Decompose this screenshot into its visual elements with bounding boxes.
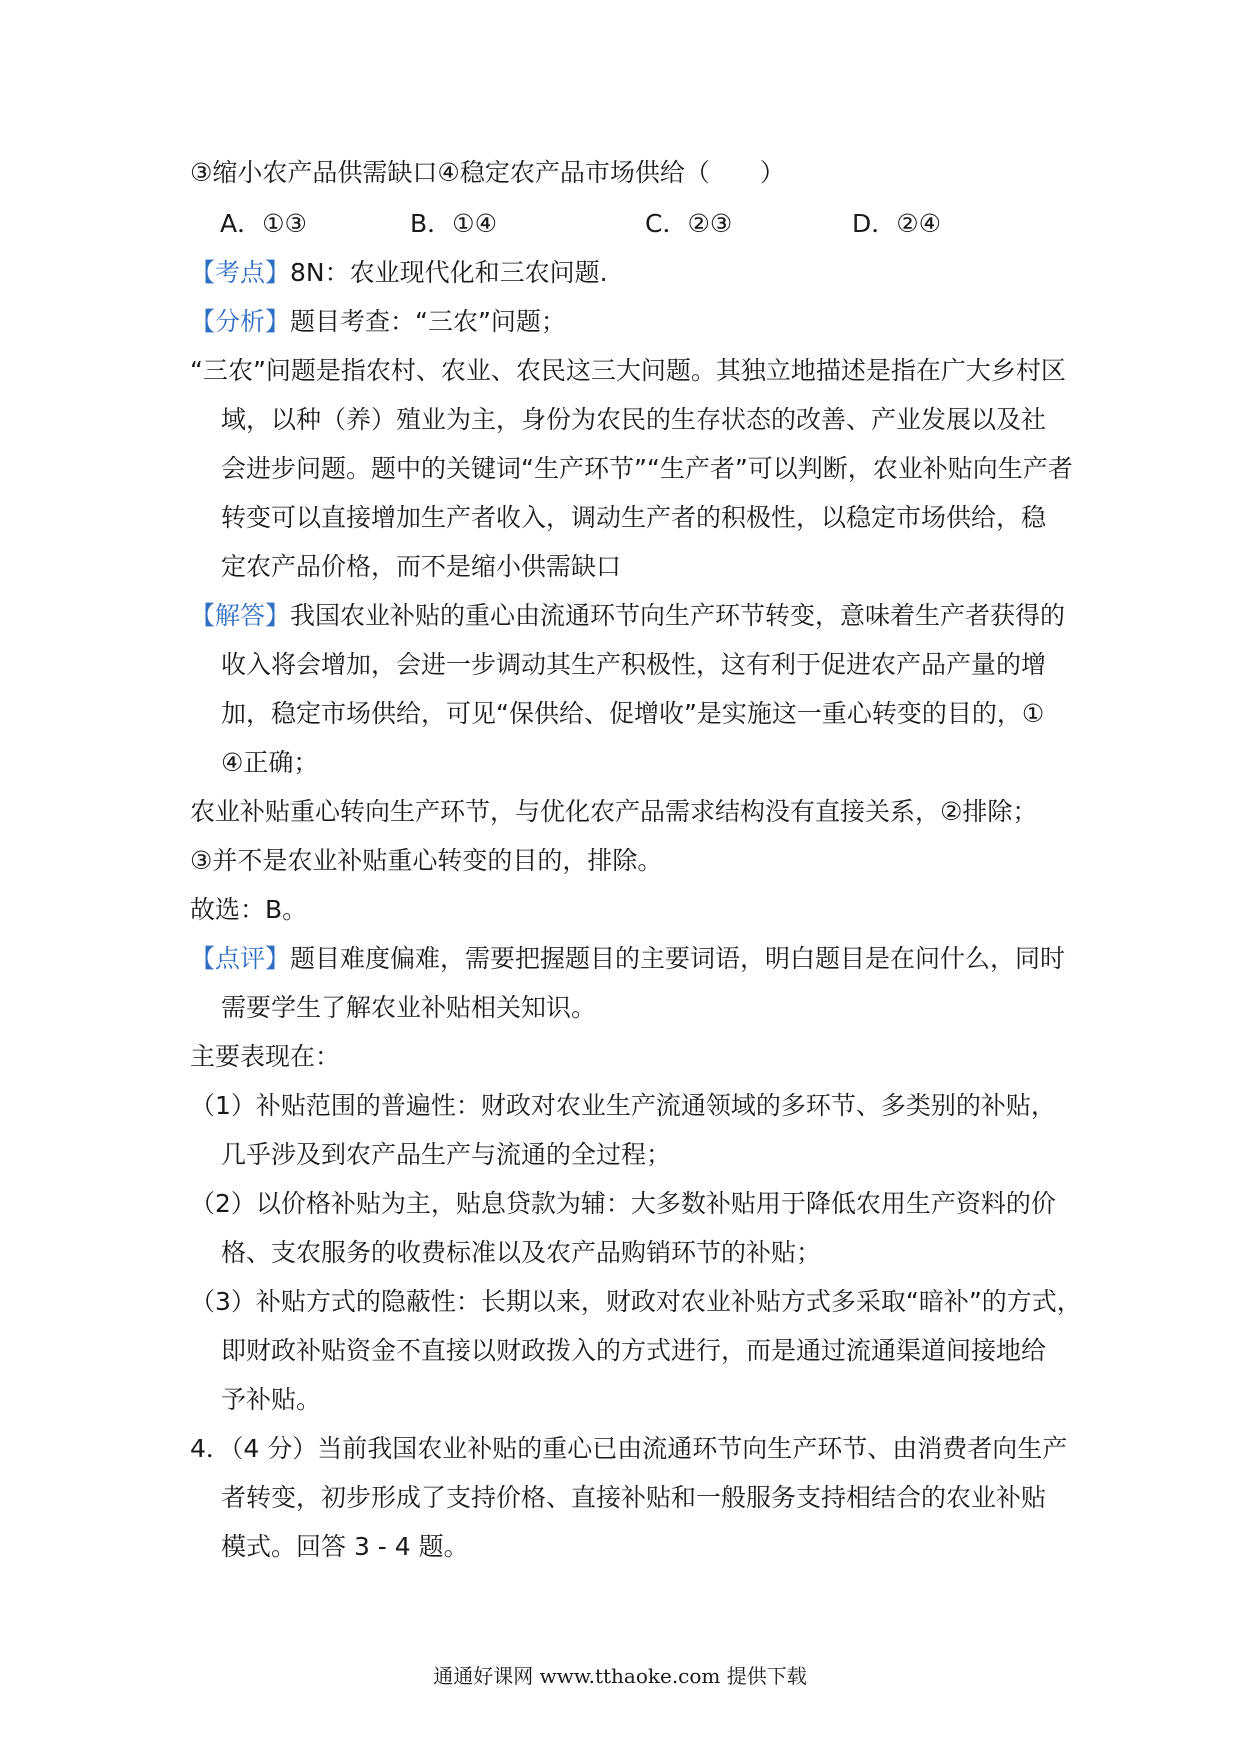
question4-cont: 者转变，初步形成了支持价格、直接补贴和一般服务支持相结合的农业补贴	[221, 1483, 1047, 1512]
question4-cont: 模式。回答 3 - 4 题。	[221, 1532, 469, 1561]
kaodian-tag: 【考点】	[190, 258, 291, 287]
option-text: ②④	[896, 209, 942, 238]
fenxi-para-line: 定农产品价格，而不是缩小供需缺口	[221, 552, 622, 581]
fenxi-tag: 【分析】	[190, 307, 291, 336]
point-1-cont: 几乎涉及到农产品生产与流通的全过程；	[221, 1140, 672, 1169]
point-1: （1）补贴范围的普遍性：财政对农业生产流通领域的多环节、多类别的补贴，	[190, 1091, 1056, 1120]
dianping-para-line: 需要学生了解农业补贴相关知识。	[221, 993, 597, 1022]
fenxi-text: 题目考查：“三农”问题；	[290, 307, 566, 336]
fenxi-para-line: 转变可以直接增加生产者收入，调动生产者的积极性，以稳定市场供给，稳	[221, 503, 1047, 532]
option-letter: A．	[220, 209, 263, 238]
option-letter: C．	[645, 209, 688, 238]
dianping-tag: 【点评】	[190, 944, 291, 973]
footer-source: 通通好课网 www.tthaoke.com 提供下载	[433, 1664, 807, 1688]
jieda-para-line: 加，稳定市场供给，可见“保供给、促增收”是实施这一重心转变的目的，①	[221, 699, 1045, 728]
jieda-para-line: 收入将会增加，会进一步调动其生产积极性，这有利于促进农产品产量的增	[221, 650, 1047, 679]
fenxi-para-line: 域，以种（养）殖业为主，身份为农民的生存状态的改善、产业发展以及社	[221, 405, 1047, 434]
jieda-para-line: ④正确；	[221, 748, 319, 777]
option-c	[645, 207, 732, 241]
fenxi-para-line: 会进步问题。题中的关键词“生产环节”“生产者”可以判断，农业补贴向生产者	[221, 454, 1073, 483]
kaodian-line	[190, 256, 608, 290]
kaodian-text: 8N：农业现代化和三农问题.	[290, 258, 608, 287]
answer-choice: 故选：B。	[190, 895, 308, 924]
point-2: （2）以价格补贴为主，贴息贷款为辅：大多数补贴用于降低农用生产资料的价	[190, 1189, 1056, 1218]
option-a	[220, 207, 307, 241]
option-d	[852, 207, 941, 241]
jieda-text: 我国农业补贴的重心由流通环节向生产环节转变，意味着生产者获得的	[290, 601, 1066, 630]
fenxi-para-line: “三农”问题是指农村、农业、农民这三大问题。其独立地描述是指在广大乡村区	[190, 356, 1066, 385]
question3-tail: ③缩小农产品供需缺口④稳定农产品市场供给（ ）	[190, 158, 785, 187]
point-3: （3）补贴方式的隐蔽性：长期以来，财政对农业补贴方式多采取“暗补”的方式，	[190, 1287, 1082, 1316]
main-title: 主要表现在：	[190, 1042, 341, 1071]
fenxi-line	[190, 305, 566, 339]
option-text: ②③	[687, 209, 733, 238]
point-3-cont: 即财政补贴资金不直接以财政拨入的方式进行，而是通过流通渠道间接地给	[221, 1336, 1047, 1365]
option-letter: B．	[410, 209, 453, 238]
option-text: ①③	[262, 209, 307, 238]
option-text: ①④	[452, 209, 497, 238]
jieda-line	[190, 599, 1065, 633]
dianping-line	[190, 942, 1065, 976]
question4-line: 4．（4 分）当前我国农业补贴的重心已由流通环节向生产环节、由消费者向生产	[190, 1434, 1068, 1463]
point-3-cont: 予补贴。	[221, 1385, 322, 1414]
point-2-cont: 格、支农服务的收费标准以及农产品购销环节的补贴；	[221, 1238, 822, 1267]
option-letter: D．	[852, 209, 897, 238]
jieda-tag: 【解答】	[190, 601, 291, 630]
option-b	[410, 207, 497, 241]
jieda-extra-line: 农业补贴重心转向生产环节，与优化农产品需求结构没有直接关系，②排除；	[190, 797, 1038, 826]
jieda-extra-line: ③并不是农业补贴重心转变的目的，排除。	[190, 846, 663, 875]
dianping-text: 题目难度偏难，需要把握题目的主要词语，明白题目是在问什么，同时	[290, 944, 1066, 973]
